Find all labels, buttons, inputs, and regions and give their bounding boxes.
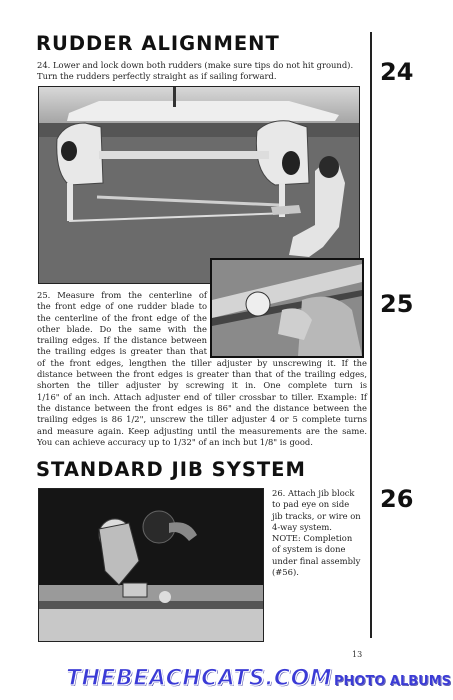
site-watermark-footer <box>0 662 453 700</box>
site-brand-logo: THEBEACHCATS.COM <box>66 666 333 691</box>
step-26-line: to pad eye on side <box>272 499 350 510</box>
step-25-long-line: shorten the tiller adjuster by screwing it in. One complete turn is <box>37 380 367 391</box>
step-26-line: (#56). <box>272 567 299 578</box>
section-title-rudder-alignment: RUDDER ALIGNMENT <box>36 32 280 55</box>
jib-block-photo <box>38 488 264 642</box>
step-number-24: 24 <box>380 58 414 86</box>
step-26-line: 26. Attach jib block <box>272 488 355 498</box>
step-25-short-line: the centerline of the front edge of the <box>37 312 207 323</box>
step-25-long-line: 1/16" of an inch. Attach adjuster end of tiller crossbar to tiller. Example: If <box>37 391 367 402</box>
step-25-long-line: of the front edges, lengthen the tiller adjuster by unscrewing it. If the <box>37 357 367 368</box>
step-25-long-line: and measure again. Keep adjusting until the measurements are the same. <box>37 425 367 436</box>
step-25-long-line: trailing edges is 86 1/2", unscrew the tiller adjuster 4 or 5 complete turns <box>37 414 367 425</box>
step-24-text <box>37 60 367 83</box>
step-26-line: of system is done <box>272 544 346 555</box>
step-25-long-line: the distance between the front edges is 86" and the distance between the <box>37 402 367 413</box>
section-title-standard-jib-system: STANDARD JIB SYSTEM <box>36 458 306 481</box>
step-26-line: jib tracks, or wire on <box>272 510 361 521</box>
step-25-short-line: trailing edges. If the distance between <box>37 335 207 346</box>
step-number-25: 25 <box>380 290 414 318</box>
photo-albums-label: PHOTO ALBUMS <box>334 674 452 689</box>
step-25-short-line: 25. Measure from the centerline of <box>37 290 207 300</box>
step-26-text <box>272 488 368 578</box>
step-24-line: 24. Lower and lock down both rudders (make sure tips do not hit ground). <box>37 60 354 70</box>
step-26-line: 4-way system. <box>272 521 332 532</box>
step-25-short-line: the front edge of one rudder blade to <box>37 301 207 312</box>
catamaran-rudder-illustration <box>39 87 359 283</box>
step-25-short-line: other blade. Do the same with the <box>37 323 207 334</box>
step-25-text <box>37 290 367 448</box>
step-24-line: Turn the rudders perfectly straight as if sailing forward. <box>37 71 277 82</box>
jib-block-illustration <box>39 489 263 641</box>
step-25-long-line: You can achieve accuracy up to 1/32" of an inch but 1/8" is good. <box>37 436 313 447</box>
step-25-long-line: distance between the front edges is greater than that of the trailing edges, <box>37 369 367 380</box>
step-25-short-line: the trailing edges is greater than that <box>37 346 207 357</box>
step-26-line: NOTE: Completion <box>272 533 353 544</box>
rudder-alignment-photo <box>38 86 360 284</box>
step-26-line: under final assembly <box>272 555 361 566</box>
step-number-26: 26 <box>380 485 414 513</box>
page-number: 13 <box>352 650 363 659</box>
margin-divider-line <box>370 32 372 638</box>
